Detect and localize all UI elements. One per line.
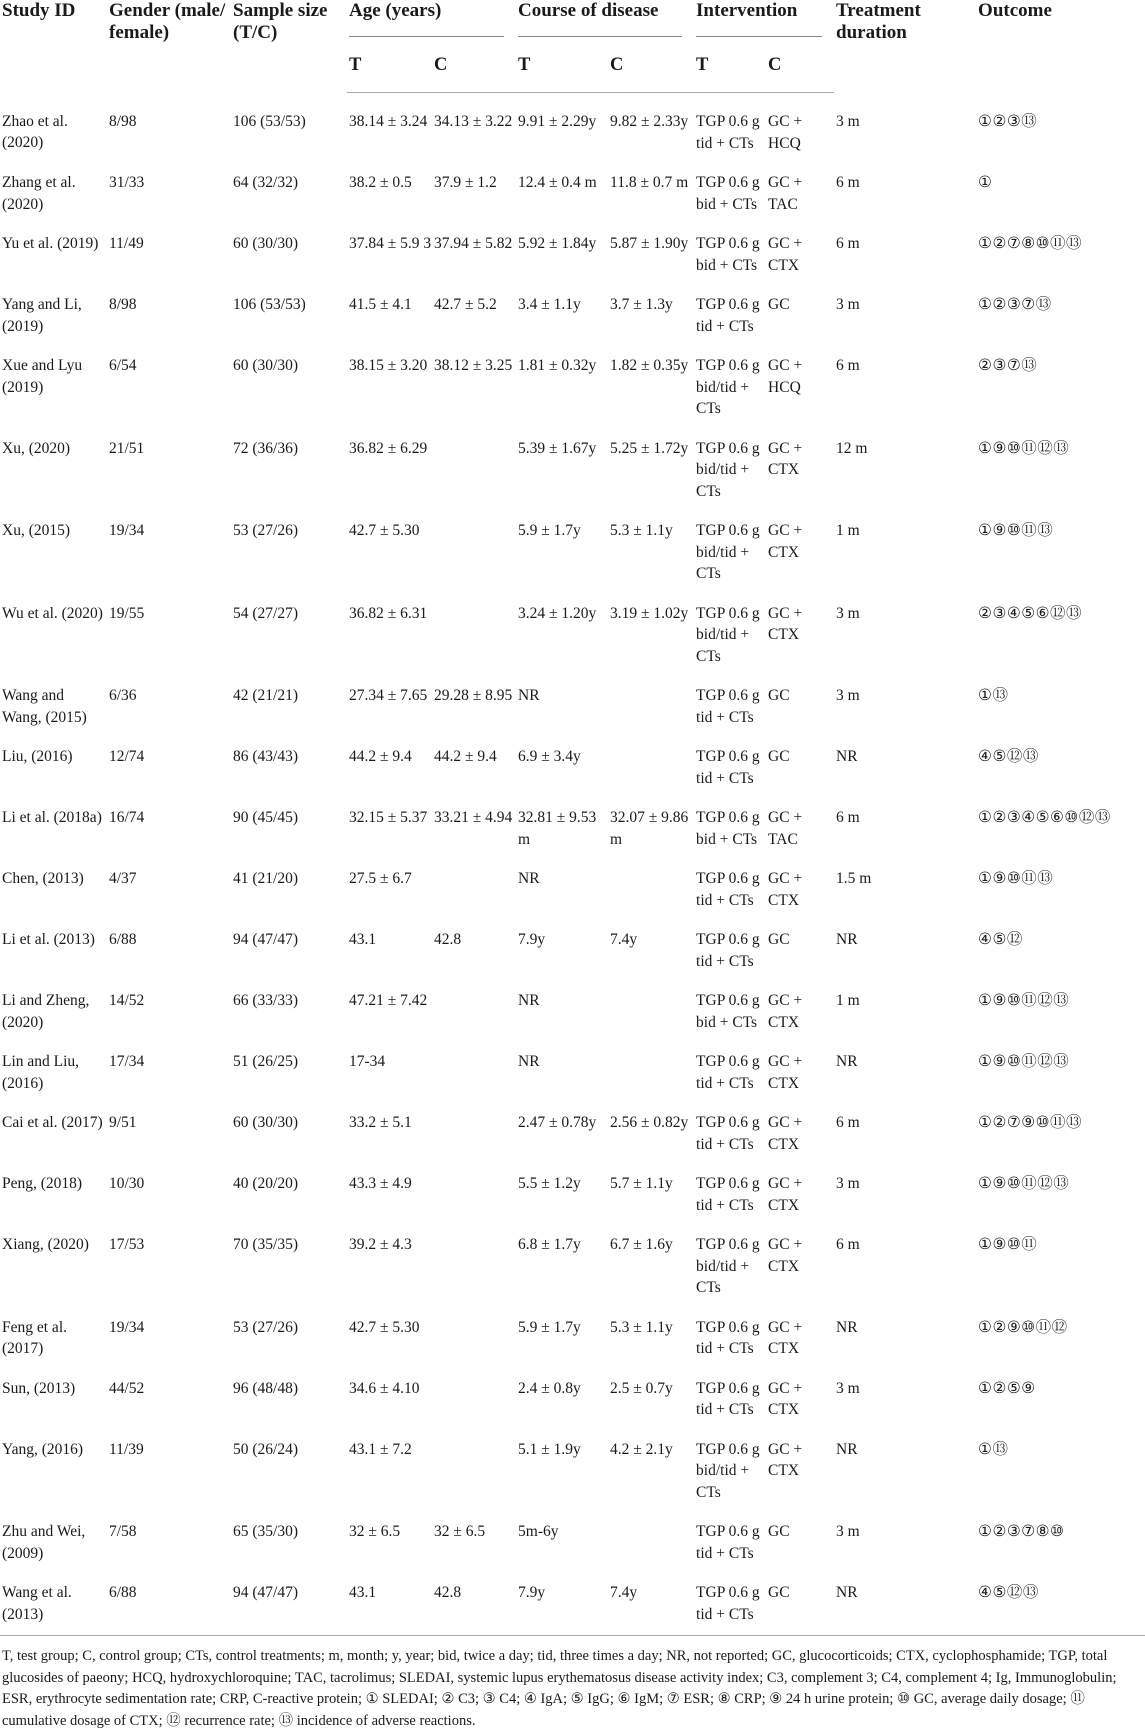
cell-course-c: 6.7 ± 1.6y (610, 1236, 673, 1253)
cell-treatment-duration: NR (836, 1053, 858, 1070)
cell-intervention-t: TGP 0.6 g bid + CTs (696, 235, 760, 274)
cell-treatment-duration: 6 m (836, 235, 860, 252)
cell-age-t: 43.1 ± 7.2 (349, 1440, 412, 1458)
table-row (0, 1503, 1145, 1564)
cell-outcome: ①⑬ (978, 1440, 1009, 1458)
cell-age-c (432, 1360, 516, 1421)
cell-sample-size: 41 (21/20) (233, 870, 299, 887)
cell-gender: 14/52 (109, 992, 145, 1009)
cell-intervention-c: GC + CTX (768, 1440, 803, 1479)
cell-intervention-c: GC + HCQ (768, 357, 803, 396)
cell-sample-size: 60 (30/30) (233, 357, 299, 374)
cell-study-id: Li et al. (2018a) (2, 809, 102, 826)
table-row (0, 1155, 1145, 1216)
cell-age-c (432, 502, 516, 585)
cell-study-id: Chen, (2013) (2, 870, 84, 887)
cell-study-id: Xu, (2015) (2, 522, 71, 539)
cell-intervention-t: TGP 0.6 g tid + CTs (696, 748, 760, 787)
cell-gender: 6/88 (107, 1564, 231, 1636)
cell-course-c: 3.19 ± 1.02y (610, 604, 689, 622)
cell-gender: 19/34 (109, 522, 145, 539)
cell-sample-size: 70 (35/35) (233, 1236, 299, 1253)
cell-study-id: Xue and Lyu (2019) (2, 357, 83, 396)
cell-course-t: 3.24 ± 1.20y (518, 604, 597, 622)
header-intervention-t: T (694, 38, 766, 93)
header-course-group (516, 0, 694, 38)
cell-age-c (432, 850, 516, 911)
cell-intervention-c: GC + CTX (768, 604, 803, 643)
cell-study-id: Lin and Liu, (2016) (2, 1053, 80, 1092)
cell-study-id: Zhang et al. (2020) (2, 174, 76, 213)
cell-treatment-duration: 3 m (836, 112, 860, 130)
cell-gender: 17/34 (109, 1053, 145, 1070)
cell-course-c (608, 972, 694, 1033)
cell-age-c: 32 ± 6.5 (434, 1523, 486, 1540)
cell-sample-size: 94 (47/47) (233, 931, 299, 948)
table-row (0, 502, 1145, 585)
cell-sample-size: 64 (32/32) (233, 174, 299, 191)
cell-age-c: 42.8 (434, 931, 462, 948)
cell-outcome: ①②⑦⑨⑩⑪⑬ (978, 1114, 1083, 1131)
header-age-t: T (347, 38, 432, 93)
cell-age-c: 29.28 ± 8.95 (434, 687, 513, 704)
cell-age-c: 33.21 ± 4.94 (434, 809, 513, 826)
cell-sample-size: 51 (26/25) (233, 1053, 299, 1070)
cell-course-t: 6.8 ± 1.7y (518, 1236, 581, 1253)
cell-intervention-t: TGP 0.6 g tid + CTs (696, 1523, 760, 1562)
table-header (0, 0, 1145, 93)
cell-age-c (432, 1216, 516, 1299)
cell-course-c: 7.4y (608, 1564, 694, 1636)
cell-course-t: 5.92 ± 1.84y (518, 235, 597, 252)
cell-outcome: ①⑨⑩⑪ (978, 1236, 1038, 1253)
cell-intervention-c: GC (768, 1523, 790, 1540)
cell-study-id: Li et al. (2013) (2, 931, 95, 948)
cell-age-t: 42.7 ± 5.30 (349, 1318, 420, 1336)
cell-age-t: 36.82 ± 6.29 (349, 439, 428, 457)
cell-course-c (608, 728, 694, 789)
cell-outcome: ①⑨⑩⑪⑬ (978, 870, 1054, 887)
cell-age-t: 32.15 ± 5.37 (349, 809, 428, 826)
cell-intervention-t: TGP 0.6 g bid + CTs (696, 992, 760, 1031)
cell-treatment-duration: 1.5 m (836, 870, 872, 887)
cell-study-id: Zhao et al. (2020) (2, 112, 68, 151)
cell-intervention-t: TGP 0.6 g tid + CTs (696, 296, 760, 335)
cell-gender: 17/53 (109, 1236, 145, 1253)
cell-course-c: 4.2 ± 2.1y (610, 1440, 673, 1458)
cell-intervention-t: TGP 0.6 g bid/tid + CTs (696, 1440, 760, 1501)
cell-age-c: 42.7 ± 5.2 (434, 296, 497, 313)
cell-age-t: 43.1 (349, 931, 377, 948)
cell-intervention-c: GC (768, 748, 790, 765)
cell-intervention-c: GC + CTX (768, 439, 803, 478)
header-study-id: Study ID (2, 0, 76, 21)
cell-age-t: 44.2 ± 9.4 (349, 748, 412, 765)
cell-intervention-c: GC + CTX (768, 1318, 803, 1357)
cell-intervention-t: TGP 0.6 g tid + CTs (696, 870, 760, 909)
cell-intervention-t: TGP 0.6 g bid/tid + CTs (696, 439, 760, 500)
table-row (0, 337, 1145, 420)
table-row (0, 972, 1145, 1033)
cell-study-id: Zhu and Wei, (2009) (2, 1523, 86, 1562)
cell-intervention-t: TGP 0.6 g bid/tid + CTs (696, 1236, 760, 1296)
cell-treatment-duration: 1 m (836, 992, 860, 1009)
header-divider (696, 36, 822, 37)
cell-course-t: 5.9 ± 1.7y (518, 1318, 581, 1336)
cell-course-t: 5.5 ± 1.2y (518, 1175, 581, 1192)
cell-gender: 6/88 (109, 931, 137, 948)
cell-course-t: 7.9y (516, 1564, 608, 1636)
cell-course-t: NR (518, 1053, 540, 1070)
cell-age-c: 34.13 ± 3.22 (434, 113, 513, 130)
cell-study-id: Wu et al. (2020) (2, 604, 103, 622)
cell-course-c: 32.07 ± 9.86 m (610, 809, 689, 848)
cell-intervention-c: GC + CTX (768, 870, 803, 909)
cell-outcome: ①②⑦⑧⑩⑪⑬ (978, 235, 1083, 252)
cell-study-id: Xu, (2020) (2, 439, 71, 457)
cell-course-t: 12.4 ± 0.4 m (518, 174, 597, 191)
cell-treatment-duration: 1 m (836, 522, 860, 539)
cell-outcome: ④⑤⑫ (978, 931, 1023, 948)
cell-treatment-duration: NR (836, 931, 858, 948)
cell-intervention-c: GC (768, 931, 790, 948)
table-row (0, 276, 1145, 337)
cell-sample-size: 72 (36/36) (233, 439, 299, 457)
cell-sample-size: 66 (33/33) (233, 992, 299, 1009)
cell-course-c: 5.25 ± 1.72y (610, 439, 689, 457)
cell-course-c: 3.7 ± 1.3y (610, 296, 673, 313)
table-row (0, 789, 1145, 850)
cell-outcome: ①⑨⑩⑪⑬ (978, 522, 1054, 539)
cell-intervention-t: TGP 0.6 g tid + CTs (696, 1053, 760, 1092)
cell-study-id: Yang and Li, (2019) (2, 296, 82, 335)
table-row (0, 154, 1145, 215)
cell-course-t: 2.4 ± 0.8y (518, 1379, 581, 1397)
cell-treatment-duration: 6 m (836, 809, 860, 826)
cell-outcome: ①②③④⑤⑥⑩⑫⑬ (978, 809, 1111, 826)
cell-treatment-duration: 3 m (836, 604, 860, 622)
cell-study-id: Yu et al. (2019) (2, 235, 99, 252)
cell-intervention-c: GC + HCQ (768, 113, 803, 152)
header-course-c: C (608, 38, 694, 93)
cell-age-c (432, 585, 516, 668)
cell-gender: 6/54 (109, 357, 137, 374)
cell-age-t: 27.5 ± 6.7 (349, 870, 412, 887)
cell-sample-size: 50 (26/24) (233, 1440, 299, 1458)
cell-age-c: 38.12 ± 3.25 (434, 357, 513, 374)
cell-age-t: 41.5 ± 4.1 (349, 296, 412, 313)
cell-intervention-c: GC + TAC (768, 809, 803, 848)
table-row (0, 667, 1145, 728)
cell-treatment-duration: 3 m (836, 687, 860, 704)
cell-intervention-t: TGP 0.6 g bid + CTs (696, 809, 760, 848)
cell-course-t: 5m-6y (518, 1523, 559, 1540)
header-divider (349, 36, 504, 37)
header-outcome: Outcome (978, 0, 1052, 21)
cell-treatment-duration: NR (836, 1440, 858, 1458)
cell-gender: 19/55 (109, 604, 145, 622)
cell-course-t: 5.39 ± 1.67y (518, 439, 597, 457)
cell-course-t: 1.81 ± 0.32y (518, 357, 597, 374)
cell-course-c: 5.3 ± 1.1y (610, 1318, 673, 1336)
cell-intervention-c: GC + TAC (768, 174, 803, 213)
table-row (0, 585, 1145, 668)
cell-outcome: ①⑨⑩⑪⑫⑬ (978, 1175, 1070, 1192)
cell-outcome: ①②⑤⑨ (978, 1379, 1036, 1397)
cell-intervention-c: GC + CTX (768, 1053, 803, 1092)
cell-gender: 9/51 (109, 1114, 137, 1131)
cell-gender: 21/51 (109, 439, 145, 457)
cell-age-t: 32 ± 6.5 (349, 1523, 401, 1540)
cell-sample-size: 94 (47/47) (231, 1564, 347, 1636)
cell-age-c: 37.94 ± 5.82 (434, 235, 513, 252)
cell-intervention-c: GC (768, 296, 790, 313)
cell-age-c (432, 1421, 516, 1504)
cell-intervention-t: TGP 0.6 g tid + CTs (696, 931, 760, 970)
table-row (0, 728, 1145, 789)
cell-sample-size: 42 (21/21) (233, 687, 299, 704)
cell-intervention-t: TGP 0.6 g tid + CTs (696, 1175, 760, 1214)
cell-outcome: ①⑨⑩⑪⑫⑬ (978, 439, 1070, 457)
cell-treatment-duration: NR (836, 1318, 858, 1336)
cell-age-t: 38.14 ± 3.24 (349, 113, 428, 130)
table-row (0, 1033, 1145, 1094)
table-footnote: T, test group; C, control group; CTs, control treatments; m, month; y, year; bid, twice a day; tid, three times a day; NR, not reported; GC, glucocorticoids; CTX, cyclophosphamide; TGP, total glucosides of paeony; HCQ, hydroxychloroquine; TAC, tacrolimus; SLEDAI, systemic lupus erythematosus disease activity index; C3, complement 3; C4, complement 4; Ig, Immunoglobulin; ESR, erythrocyte sedimentation rate; CRP, C-reactive protein; ① SLEDAI; ② C3; ③ C4; ④ IgA; ⑤ IgG; ⑥ IgM; ⑦ ESR; ⑧ CRP; ⑨ 24 h urine protein; ⑩ GC, average daily dosage; ⑪ cumulative dosage of CTX; ⑫ recurrence rate; ⑬ incidence of adverse reactions. (2, 1648, 1117, 1729)
cell-course-c (608, 850, 694, 911)
cell-intervention-t: TGP 0.6 g tid + CTs (696, 1379, 760, 1418)
cell-age-c: 37.9 ± 1.2 (434, 174, 497, 191)
header-intervention-c: C (766, 38, 834, 93)
cell-course-t: 6.9 ± 3.4y (518, 748, 581, 765)
cell-intervention-t: TGP 0.6 g bid/tid + CTs (696, 522, 760, 582)
cell-age-t: 36.82 ± 6.31 (349, 604, 428, 622)
cell-course-c: 5.3 ± 1.1y (610, 522, 673, 539)
cell-age-t: 43.3 ± 4.9 (349, 1175, 412, 1192)
cell-course-t: 5.9 ± 1.7y (518, 522, 581, 539)
table-row (0, 1094, 1145, 1155)
cell-outcome: ④⑤⑫⑬ (976, 1564, 1145, 1636)
cell-course-c: 2.56 ± 0.82y (610, 1114, 689, 1131)
table-row (0, 215, 1145, 276)
cell-course-t: 5.1 ± 1.9y (518, 1440, 581, 1458)
header-age: Age (years) (349, 0, 442, 21)
cell-treatment-duration: 6 m (836, 174, 860, 191)
cell-treatment-duration: 6 m (836, 357, 860, 374)
cell-age-c (432, 1094, 516, 1155)
cell-age-t: 38.2 ± 0.5 (349, 174, 412, 191)
cell-sample-size: 90 (45/45) (233, 809, 299, 826)
cell-course-c: 5.87 ± 1.90y (610, 235, 689, 252)
cell-sample-size: 54 (27/27) (233, 604, 299, 622)
cell-sample-size: 40 (20/20) (233, 1175, 299, 1192)
header-gender: Gender (male/ female) (109, 0, 226, 43)
table-row (0, 1360, 1145, 1421)
cell-age-t: 38.15 ± 3.20 (349, 357, 428, 374)
cell-course-c: 2.5 ± 0.7y (610, 1379, 673, 1397)
cell-outcome: ①②⑨⑩⑪⑫ (978, 1318, 1068, 1336)
cell-course-t: NR (518, 992, 540, 1009)
cell-age-c (432, 1033, 516, 1094)
cell-course-c: 1.82 ± 0.35y (610, 357, 689, 374)
cell-intervention-c: GC + CTX (768, 1175, 803, 1214)
table-row (0, 93, 1145, 155)
cell-treatment-duration: NR (836, 748, 858, 765)
cell-intervention-c: GC (766, 1564, 834, 1636)
cell-sample-size: 86 (43/43) (233, 748, 299, 765)
cell-intervention-t: TGP 0.6 g tid + CTs (696, 1114, 760, 1153)
cell-outcome: ①②③⑦⑬ (978, 296, 1052, 313)
cell-intervention-t: TGP 0.6 g tid + CTs (696, 113, 760, 152)
cell-age-c (432, 972, 516, 1033)
cell-study-id: Sun, (2013) (2, 1379, 76, 1397)
cell-study-id: Peng, (2018) (2, 1175, 83, 1192)
cell-age-c (432, 1299, 516, 1360)
cell-gender: 19/34 (109, 1318, 145, 1336)
header-course-t: T (516, 38, 608, 93)
cell-outcome: ① (978, 174, 993, 191)
cell-age-t: 42.7 ± 5.30 (349, 522, 420, 539)
cell-age-t: 34.6 ± 4.10 (349, 1379, 420, 1397)
cell-course-t: NR (518, 870, 540, 887)
table-row (0, 1299, 1145, 1360)
cell-course-t: 2.47 ± 0.78y (518, 1114, 597, 1131)
cell-gender: 31/33 (109, 174, 145, 191)
cell-gender: 10/30 (109, 1175, 145, 1192)
cell-outcome: ②③⑦⑬ (978, 357, 1038, 374)
cell-study-id: Li and Zheng, (2020) (2, 992, 90, 1031)
cell-age-t: 33.2 ± 5.1 (349, 1114, 412, 1131)
cell-course-c: 9.82 ± 2.33y (610, 113, 689, 130)
table-row (0, 850, 1145, 911)
cell-course-t: NR (518, 687, 540, 704)
cell-outcome: ①②③⑬ (978, 112, 1038, 130)
cell-course-c: 11.8 ± 0.7 m (610, 174, 689, 191)
header-divider (518, 36, 682, 37)
table-row (0, 1564, 1145, 1636)
header-course: Course of disease (518, 0, 659, 21)
table-row (0, 420, 1145, 503)
cell-intervention-t: TGP 0.6 g tid + CTs (696, 687, 760, 726)
cell-outcome: ①②③⑦⑧⑩ (978, 1523, 1065, 1540)
cell-course-c (608, 1503, 694, 1564)
cell-study-id: Cai et al. (2017) (2, 1114, 103, 1131)
cell-gender: 6/36 (109, 687, 137, 704)
cell-course-t: 7.9y (518, 931, 546, 948)
cell-course-c: 7.4y (610, 931, 638, 948)
header-intervention-group (694, 0, 834, 38)
cell-intervention-c: GC + CTX (768, 1114, 803, 1153)
cell-gender: 44/52 (109, 1379, 145, 1397)
header-sample-size: Sample size (T/C) (233, 0, 328, 43)
cell-gender: 11/39 (109, 1440, 144, 1458)
cell-course-t: 32.81 ± 9.53 m (518, 809, 597, 848)
cell-outcome: ④⑤⑫⑬ (978, 748, 1039, 765)
header-intervention: Intervention (696, 0, 798, 21)
cell-treatment-duration: 3 m (836, 1175, 860, 1192)
cell-sample-size: 65 (35/30) (233, 1523, 299, 1540)
cell-age-t: 17-34 (349, 1053, 386, 1070)
cell-intervention-c: GC + CTX (768, 1379, 803, 1418)
cell-course-c: 5.7 ± 1.1y (610, 1175, 673, 1192)
cell-study-id: Yang, (2016) (2, 1440, 84, 1458)
cell-gender: 12/74 (109, 748, 145, 765)
cell-gender: 11/49 (109, 235, 144, 252)
cell-course-c (608, 1033, 694, 1094)
cell-gender: 7/58 (109, 1523, 137, 1540)
cell-intervention-t: TGP 0.6 g tid + CTs (696, 1318, 760, 1357)
cell-study-id: Xiang, (2020) (2, 1236, 89, 1253)
header-treatment-duration: Treatment duration (836, 0, 921, 43)
cell-age-c (432, 1155, 516, 1216)
header-age-group (347, 0, 516, 38)
cell-sample-size: 60 (30/30) (233, 235, 299, 252)
table-row (0, 1421, 1145, 1504)
cell-outcome: ②③④⑤⑥⑫⑬ (978, 604, 1083, 622)
cell-gender: 8/98 (109, 112, 137, 130)
cell-treatment-duration: 12 m (836, 439, 868, 457)
cell-age-t: 39.2 ± 4.3 (349, 1236, 412, 1253)
cell-intervention-c: GC + CTX (768, 522, 803, 561)
cell-age-c: 42.8 (432, 1564, 516, 1636)
cell-outcome: ①⑨⑩⑪⑫⑬ (978, 992, 1070, 1009)
cell-sample-size: 96 (48/48) (233, 1379, 299, 1397)
cell-sample-size: 106 (53/53) (233, 296, 306, 313)
cell-treatment-duration: 6 m (836, 1236, 860, 1253)
cell-course-t: 9.91 ± 2.29y (518, 113, 597, 130)
cell-study-id: Feng et al. (2017) (2, 1318, 67, 1357)
cell-intervention-t: TGP 0.6 g tid + CTs (694, 1564, 766, 1636)
table-row (0, 1216, 1145, 1299)
cell-intervention-c: GC + CTX (768, 1236, 803, 1275)
cell-intervention-t: TGP 0.6 g bid/tid + CTs (696, 604, 760, 665)
cell-outcome: ①⑬ (978, 687, 1009, 704)
cell-treatment-duration: 3 m (836, 1379, 860, 1397)
cell-intervention-t: TGP 0.6 g bid + CTs (696, 174, 760, 213)
cell-age-t: 37.84 ± 5.9 3 (349, 235, 432, 252)
cell-sample-size: 53 (27/26) (233, 1318, 299, 1336)
cell-course-t: 3.4 ± 1.1y (518, 296, 581, 313)
cell-gender: 8/98 (109, 296, 137, 313)
cell-gender: 16/74 (109, 809, 145, 826)
cell-treatment-duration: 3 m (836, 296, 860, 313)
cell-sample-size: 106 (53/53) (233, 112, 306, 130)
header-age-c: C (432, 38, 516, 93)
table-body (0, 93, 1145, 1636)
cell-study-id: Wang et al. (2013) (0, 1564, 107, 1636)
cell-treatment-duration: NR (834, 1564, 976, 1636)
cell-gender: 4/37 (109, 870, 137, 887)
cell-age-t: 47.21 ± 7.42 (349, 992, 428, 1009)
cell-study-id: Liu, (2016) (2, 748, 73, 765)
cell-intervention-c: GC (768, 687, 790, 704)
cell-sample-size: 53 (27/26) (233, 522, 299, 539)
cell-age-c (432, 420, 516, 503)
cell-intervention-t: TGP 0.6 g bid/tid + CTs (696, 357, 760, 417)
cell-age-t: 27.34 ± 7.65 (349, 687, 428, 704)
cell-study-id: Wang and Wang, (2015) (2, 687, 87, 726)
cell-course-c (608, 667, 694, 728)
cell-intervention-c: GC + CTX (768, 992, 803, 1031)
cell-intervention-c: GC + CTX (768, 235, 803, 274)
table-row (0, 911, 1145, 972)
cell-sample-size: 60 (30/30) (233, 1114, 299, 1131)
cell-outcome: ①⑨⑩⑪⑫⑬ (978, 1053, 1070, 1070)
cell-age-t: 43.1 (347, 1564, 432, 1636)
cell-age-c: 44.2 ± 9.4 (434, 748, 497, 765)
cell-treatment-duration: 3 m (836, 1523, 860, 1540)
cell-treatment-duration: 6 m (836, 1114, 860, 1131)
